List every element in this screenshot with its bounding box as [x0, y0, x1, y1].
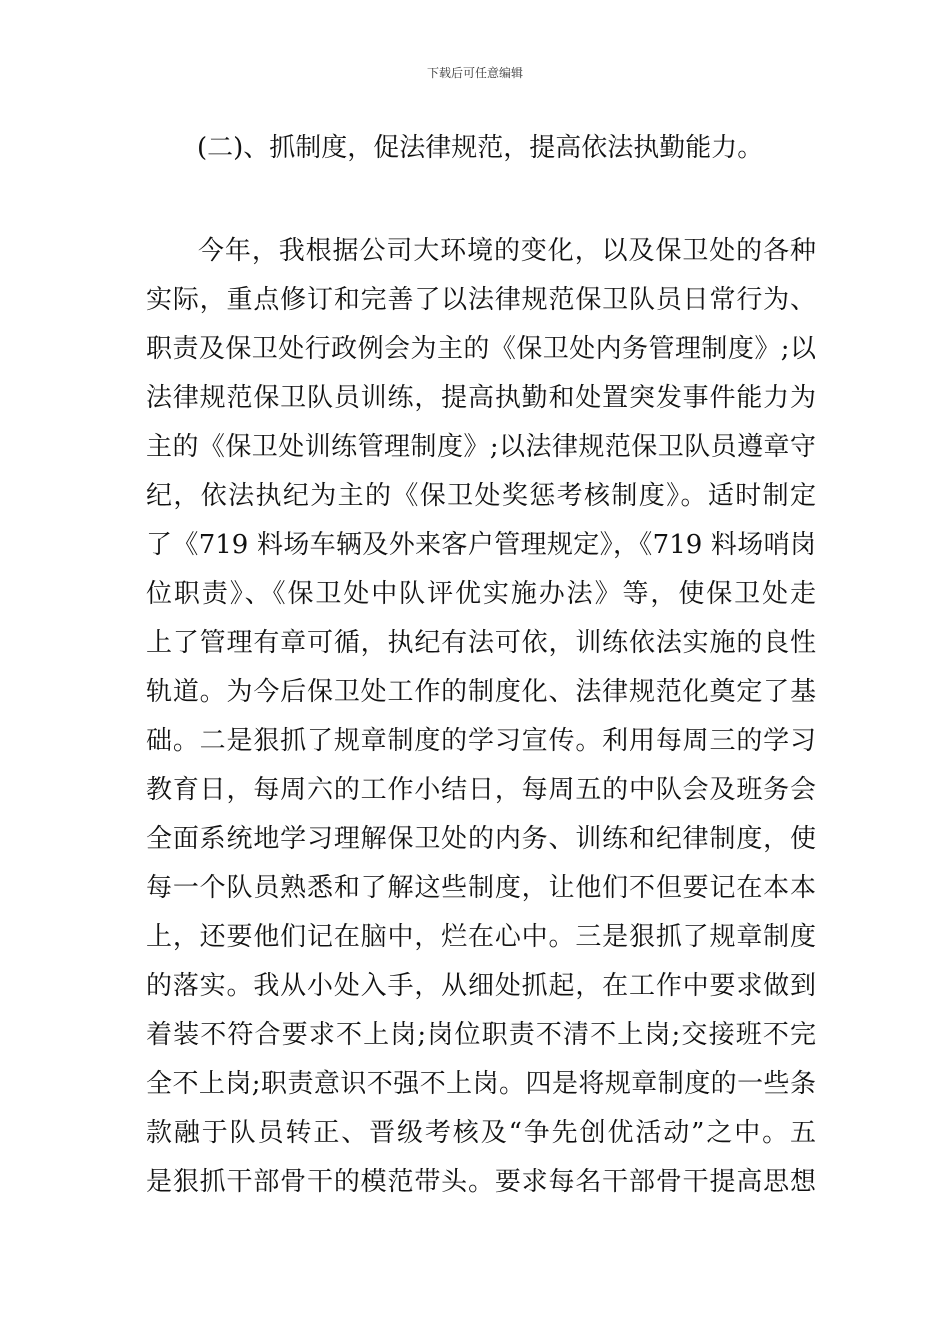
- section-heading: (二)、抓制度，促法律规范，提高依法执勤能力。: [197, 133, 764, 163]
- text-line: 全面系统地学习理解保卫处的内务、训练和纪律制度，使: [146, 824, 816, 854]
- page-header: 下载后可任意编辑: [426, 66, 523, 80]
- text-line: 实际，重点修订和完善了以法律规范保卫队员日常行为、: [146, 285, 816, 315]
- text-line: 职责及保卫处行政例会为主的《保卫处内务管理制度》;以: [146, 334, 816, 364]
- text-line: 主的《保卫处训练管理制度》;以法律规范保卫队员遵章守: [146, 432, 816, 462]
- text-line: 每一个队员熟悉和了解这些制度，让他们不但要记在本本: [146, 873, 816, 903]
- text-line: 纪，依法执纪为主的《保卫处奖惩考核制度》。适时制定: [146, 481, 816, 511]
- text-line: 款融于队员转正、晋级考核及“争先创优活动”之中。五: [146, 1118, 816, 1148]
- text-line: 法律规范保卫队员训练，提高执勤和处置突发事件能力为: [146, 383, 816, 413]
- text-line: 着装不符合要求不上岗;岗位职责不清不上岗;交接班不完: [146, 1020, 816, 1050]
- text-line: 轨道。为今后保卫处工作的制度化、法律规范化奠定了基: [146, 677, 816, 707]
- text-line: 教育日，每周六的工作小结日，每周五的中队会及班务会: [146, 775, 816, 805]
- body-paragraph: [146, 227, 816, 1207]
- text-line: 的落实。我从小处入手，从细处抓起，在工作中要求做到: [146, 971, 816, 1001]
- text-line: 位职责》、《保卫处中队评优实施办法》等，使保卫处走: [146, 579, 816, 609]
- text-line: 今年，我根据公司大环境的变化，以及保卫处的各种: [198, 236, 816, 266]
- text-line: 上了管理有章可循，执纪有法可依，训练依法实施的良性: [146, 628, 816, 658]
- text-line: 上，还要他们记在脑中，烂在心中。三是狠抓了规章制度: [146, 922, 816, 952]
- text-line: 全不上岗;职责意识不强不上岗。四是将规章制度的一些条: [146, 1069, 816, 1099]
- text-line: 是狠抓干部骨干的模范带头。要求每名干部骨干提高思想: [146, 1167, 816, 1197]
- text-line: 了《719 料场车辆及外来客户管理规定》，《719 料场哨岗: [146, 530, 816, 560]
- text-line: 础。二是狠抓了规章制度的学习宣传。利用每周三的学习: [146, 726, 816, 756]
